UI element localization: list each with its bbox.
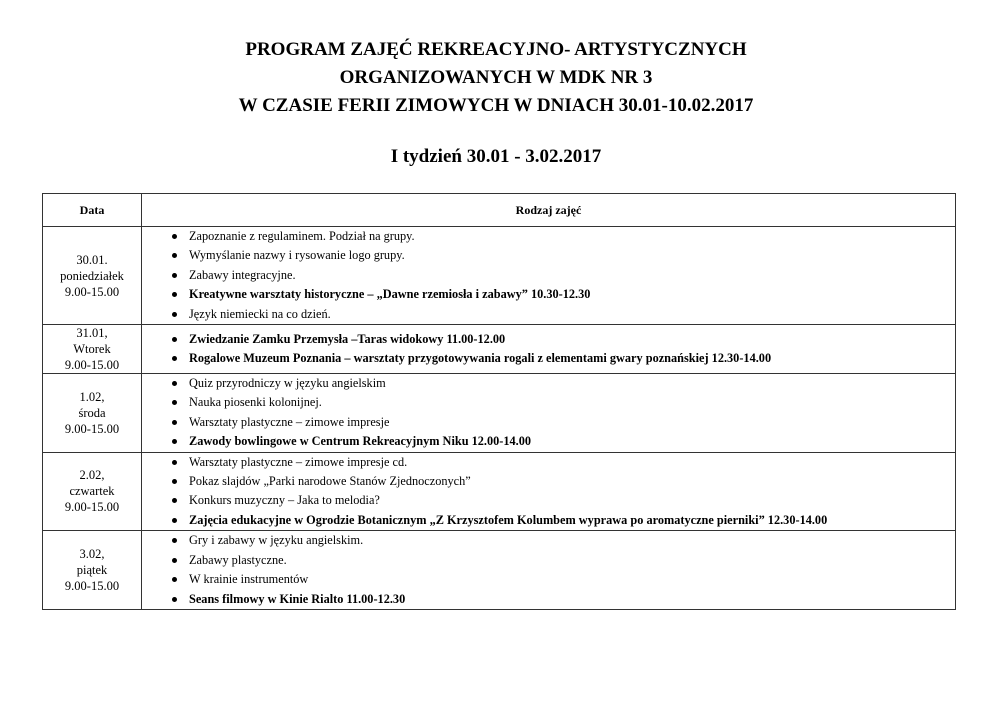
date-cell-day: poniedziałek: [60, 268, 124, 283]
activity-text: Warsztaty plastyczne – zimowe impresje cd.: [189, 454, 408, 469]
bullet-icon: [172, 234, 177, 239]
bullet-icon: [172, 558, 177, 563]
bullet-icon: [172, 400, 177, 405]
date-cell-date: 31.01,: [76, 326, 108, 341]
list-item: [142, 330, 955, 349]
list-item: [142, 570, 955, 589]
date-cell-day: Wtorek: [73, 342, 111, 357]
list-item: [142, 246, 955, 265]
date-cell-date: 3.02,: [79, 547, 105, 562]
list-item: [142, 374, 955, 393]
list-item: [142, 349, 955, 368]
activity-cell: [142, 374, 956, 453]
date-cell-hours: 9.00-15.00: [64, 579, 120, 594]
date-cell-date: 30.01.: [76, 252, 108, 267]
activity-text: Zabawy plastyczne.: [189, 552, 287, 567]
activity-list: [142, 531, 955, 609]
list-item: [142, 266, 955, 285]
date-cell: [43, 531, 142, 610]
activity-list: [142, 374, 955, 452]
date-cell-hours: 9.00-15.00: [64, 500, 120, 515]
list-item: [142, 491, 955, 510]
activity-text: Zwiedzanie Zamku Przemysła –Taras widokowy 11.00-12.00: [189, 331, 506, 346]
list-item: [142, 285, 955, 304]
table-row: [43, 452, 956, 531]
date-cell: [43, 325, 142, 374]
list-item: [142, 413, 955, 432]
bullet-icon: [172, 381, 177, 386]
activity-text: Seans filmowy w Kinie Rialto 11.00-12.30: [189, 591, 406, 606]
title-line-1: PROGRAM ZAJĘĆ REKREACYJNO- ARTYSTYCZNYCH: [245, 39, 747, 60]
week-heading: I tydzień 30.01 - 3.02.2017: [390, 146, 602, 167]
activity-list: [142, 330, 955, 369]
date-cell-day: czwartek: [69, 484, 115, 499]
activity-text: Nauka piosenki kolonijnej.: [189, 395, 322, 410]
bullet-icon: [172, 337, 177, 342]
list-item: [142, 590, 955, 609]
activity-text: Zabawy integracyjne.: [189, 267, 296, 282]
date-cell-date: 1.02,: [79, 389, 105, 404]
list-item: [142, 511, 955, 530]
title-line-3: W CZASIE FERII ZIMOWYCH W DNIACH 30.01-10.02.2017: [238, 95, 754, 116]
schedule-table: [42, 193, 956, 610]
table-header-row: [43, 194, 956, 227]
bullet-icon: [172, 420, 177, 425]
title-line-2: ORGANIZOWANYCH W MDK NR 3: [339, 67, 653, 88]
table-row: [43, 531, 956, 610]
activity-list: [142, 453, 955, 531]
list-item: [142, 227, 955, 246]
bullet-icon: [172, 460, 177, 465]
bullet-icon: [172, 273, 177, 278]
activity-list: [142, 227, 955, 324]
bullet-icon: [172, 253, 177, 258]
activity-text: Język niemiecki na co dzień.: [189, 306, 331, 321]
list-item: [142, 393, 955, 412]
date-cell-hours: 9.00-15.00: [64, 284, 120, 299]
column-header-date: Data: [43, 194, 142, 227]
table-row: [43, 374, 956, 453]
date-cell: [43, 227, 142, 325]
date-cell-day: środa: [78, 405, 106, 420]
activity-text: Kreatywne warsztaty historyczne – „Dawne rzemiosła i zabawy” 10.30-12.30: [189, 287, 591, 302]
date-cell: [43, 452, 142, 531]
list-item: [142, 472, 955, 491]
activity-text: Wymyślanie nazwy i rysowanie logo grupy.: [189, 248, 405, 263]
activity-text: Warsztaty plastyczne – zimowe impresje: [189, 414, 390, 429]
activity-cell: [142, 325, 956, 374]
table-row: [43, 325, 956, 374]
activity-text: W krainie instrumentów: [189, 572, 309, 587]
table-row: [43, 227, 956, 325]
document-title: [0, 36, 992, 120]
date-cell-date: 2.02,: [79, 468, 105, 483]
activity-text: Zajęcia edukacyjne w Ogrodzie Botanicznym „Z Krzysztofem Kolumbem wyprawa po aromatyczne pierniki” 12.30-14.00: [189, 512, 828, 527]
date-cell-day: piątek: [76, 563, 108, 578]
bullet-icon: [172, 498, 177, 503]
bullet-icon: [172, 356, 177, 361]
bullet-icon: [172, 597, 177, 602]
date-cell-hours: 9.00-15.00: [64, 421, 120, 436]
bullet-icon: [172, 292, 177, 297]
activity-cell: [142, 227, 956, 325]
date-cell: [43, 374, 142, 453]
bullet-icon: [172, 518, 177, 523]
bullet-icon: [172, 538, 177, 543]
bullet-icon: [172, 479, 177, 484]
activity-cell: [142, 531, 956, 610]
activity-text: Rogalowe Muzeum Poznania – warsztaty przygotowywania rogali z elementami gwary poznańskiej 12.30-14.00: [189, 351, 772, 366]
activity-text: Pokaz slajdów „Parki narodowe Stanów Zjednoczonych”: [189, 474, 471, 489]
list-item: [142, 551, 955, 570]
bullet-icon: [172, 439, 177, 444]
list-item: [142, 531, 955, 550]
activity-text: Zawody bowlingowe w Centrum Rekreacyjnym Niku 12.00-14.00: [189, 434, 532, 449]
date-cell-hours: 9.00-15.00: [64, 358, 120, 373]
list-item: [142, 453, 955, 472]
list-item: [142, 432, 955, 451]
activity-text: Gry i zabawy w języku angielskim.: [189, 533, 364, 548]
activity-text: Konkurs muzyczny – Jaka to melodia?: [189, 493, 380, 508]
schedule-body: [43, 227, 956, 610]
bullet-icon: [172, 577, 177, 582]
column-header-activity: Rodzaj zajęć: [142, 194, 956, 227]
activity-cell: [142, 452, 956, 531]
activity-text: Zapoznanie z regulaminem. Podział na grupy.: [189, 229, 415, 243]
bullet-icon: [172, 312, 177, 317]
list-item: [142, 305, 955, 324]
activity-text: Quiz przyrodniczy w języku angielskim: [189, 376, 386, 391]
